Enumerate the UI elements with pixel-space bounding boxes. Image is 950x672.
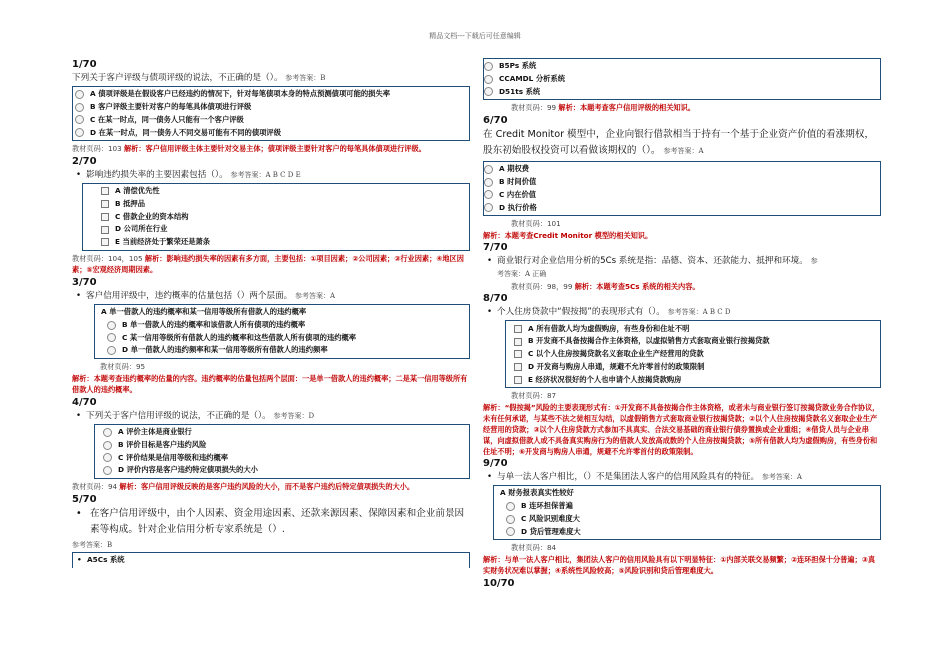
page-ref: 教材页码：101 — [511, 219, 561, 229]
radio-icon[interactable] — [506, 502, 515, 511]
option[interactable]: A 期权费 — [484, 163, 880, 176]
right-column — [483, 58, 881, 590]
option[interactable]: C 评价结果是信用等级和违约概率 — [101, 452, 469, 465]
radio-icon[interactable] — [484, 203, 493, 212]
question-number: 6/70 — [483, 114, 508, 126]
radio-icon[interactable] — [103, 428, 112, 437]
question-text: • 在客户信用评级中，由个人因素、资金用途因素、还款来源因素、保障因素和企业前景因素等构成。针对企业信用分析专家系统是（）. — [76, 507, 465, 536]
radio-icon[interactable] — [506, 527, 515, 536]
option[interactable]: C 在某一时点，同一债务人只能有一个客户评级 — [73, 114, 469, 127]
radio-icon[interactable] — [484, 165, 493, 174]
radio-icon[interactable] — [75, 128, 84, 137]
option[interactable]: C 以个人住房按揭贷款名义套取企业生产经营用的贷款 — [512, 348, 880, 361]
question-text: • 与单一法人客户相比，（）不是集团法人客户的信用风险具有的特征。 参考答案：A — [487, 472, 802, 483]
radio-icon[interactable] — [103, 466, 112, 475]
option[interactable]: C 某一信用等级所有借款人的违约概率和这些借款人所有债项的违约概率 — [101, 332, 469, 345]
page-ref: 教材页码：84 — [511, 543, 557, 553]
question-text: • 个人住房贷款中“假按揭”的表现形式有（）。 参考答案：A B C D — [487, 307, 731, 318]
option[interactable]: D 评价内容是客户违约特定债项损失的大小 — [101, 464, 469, 477]
radio-icon[interactable] — [75, 115, 84, 124]
options-box — [483, 58, 881, 100]
analysis: 教材页码：104，105 解析：影响违约损失率的因素有多方面，主要包括：①项目因素；②公司因素；③行业因素；④地区因素；⑤宏观经济周期因素。 — [72, 253, 464, 275]
option[interactable]: A 所有借款人均为虚假购房，有些身份和住址不明 — [512, 322, 880, 335]
option[interactable]: D 公司所在行业 — [99, 223, 469, 236]
left-column — [72, 58, 470, 570]
options-box — [72, 552, 470, 568]
option[interactable]: A 单一借款人的违约概率和某一信用等级所有借款人的违约概率 — [101, 307, 307, 317]
option[interactable]: C 风险识别难度大 — [500, 513, 880, 526]
checkbox-icon[interactable] — [514, 325, 522, 333]
radio-icon[interactable] — [484, 87, 493, 96]
question-number: 5/70 — [72, 493, 97, 505]
option[interactable]: B 单一借款人的违约概率和该借款人所有债项的违约概率 — [101, 319, 469, 332]
checkbox-icon[interactable] — [514, 376, 522, 384]
radio-icon[interactable] — [103, 441, 112, 450]
option[interactable]: D 开发商与购房人串通，规避不允许零首付的政策限制 — [512, 361, 880, 374]
option[interactable]: C 内在价值 — [484, 189, 880, 202]
checkbox-icon[interactable] — [101, 187, 109, 195]
option[interactable]: B5Ps 系统 — [484, 60, 880, 73]
analysis: 解析：本题考查违约概率的估量的内容。违约概率的估量包括两个层面：一是单一借款人的违约概率；二是某一信用等级所有借款人的违约概率。 — [72, 373, 468, 395]
question-number: 10/70 — [483, 578, 515, 589]
checkbox-icon[interactable] — [514, 363, 522, 371]
question-text: • 影响违约损失率的主要因素包括（）。 参考答案：A B C D E — [76, 169, 301, 180]
question-text: • 客户信用评级中，违约概率的估量包括（）两个层面。 参考答案：A — [76, 290, 336, 301]
question-number: 1/70 — [72, 59, 97, 70]
option[interactable]: C 借款企业的资本结构 — [99, 210, 469, 223]
option[interactable]: D 单一借款人的违约频率和某一信用等级所有借款人的违约频率 — [101, 344, 469, 357]
options-box — [483, 161, 881, 216]
analysis: 教材页码：98，99 解析：本题考查5Cs 系统的相关内容。 — [511, 281, 700, 291]
options-box — [493, 485, 881, 540]
question-number: 3/70 — [72, 276, 97, 288]
question-number: 9/70 — [483, 458, 508, 470]
checkbox-icon[interactable] — [514, 338, 522, 346]
radio-icon[interactable] — [107, 321, 116, 330]
analysis: 教材页码：103 解析：客户信用评级主体主要针对交易主体；债项评级主要针对客户的每笔具体债项进行评级。 — [72, 144, 426, 154]
options-box — [94, 424, 470, 479]
analysis: 解析：与单一法人客户相比，集团法人客户的信用风险具有以下明显特征：①内部关联交易频繁；②连环担保十分普遍；③真实财务状况难以掌握；④系统性风险较高；⑤风险识别和贷后管理难度大。 — [483, 554, 876, 576]
page-ref: 教材页码：95 — [100, 362, 146, 372]
options-box — [82, 183, 470, 251]
analysis: 解析：“假按揭”风险的主要表现形式有：①开发商不具备按揭合作主体资格，或者未与商业银行签订按揭贷款业务合作协议，未有任何承诺，与某些不法之徒相互勾结，以虚假销售方式套取商业银行按揭贷款；②以个人住房按揭贷款名义套取企业生产经营用的贷款；③以个人住房贷款方式参加不具真实、合法交易基础的商业银行债券置换或企业重组；④借贷人员与企业串谋，向虚拟借款人或不具备真实购房行为的借款人发放高成数的个人住房按揭贷款；⑤所有借款人均为虚假购房，有些身份和住址不明；⑥开发商与购房人串通，规避不允许零首付的政策限制。 — [483, 403, 880, 457]
checkbox-icon[interactable] — [101, 226, 109, 234]
question-number: 4/70 — [72, 396, 97, 408]
question-number: 2/70 — [72, 155, 97, 167]
radio-icon[interactable] — [75, 103, 84, 112]
option[interactable]: A 评价主体是商业银行 — [101, 426, 469, 439]
option[interactable]: E 经济状况很好的个人也申请个人按揭贷款购房 — [512, 374, 880, 387]
question-text: • 商业银行对企业信用分析的5Cs 系统是指：品德、资本、还款能力、抵押和环境。 参 — [487, 256, 818, 267]
option[interactable]: B 评价目标是客户违约风险 — [101, 439, 469, 452]
radio-icon[interactable] — [506, 515, 515, 524]
checkbox-icon[interactable] — [101, 238, 109, 246]
radio-icon[interactable] — [484, 190, 493, 199]
question-text: • 下列关于客户信用评级的说法，不正确的是（）。 参考答案：D — [76, 410, 315, 421]
options-box — [94, 304, 470, 359]
option[interactable]: CCAMDL 分析系统 — [484, 73, 880, 86]
analysis: 教材页码：94 解析：客户信用评级反映的是客户违约风险的大小，而不是客户违约后特定债项损失的大小。 — [72, 482, 415, 492]
checkbox-icon[interactable] — [101, 213, 109, 221]
option[interactable]: A 债项评级是在假设客户已经违约的情况下，针对每笔债项本身的特点预测债项可能的损失率 — [73, 88, 469, 101]
checkbox-icon[interactable] — [514, 350, 522, 358]
radio-icon[interactable] — [107, 346, 116, 355]
option[interactable]: A 财务报表真实性较好 — [500, 488, 574, 498]
radio-icon[interactable] — [484, 62, 493, 71]
question-number: 8/70 — [483, 293, 508, 305]
option[interactable]: A 清偿优先性 — [99, 185, 469, 198]
answer-key: 考答案：A 正确 — [497, 270, 547, 279]
options-box — [505, 320, 881, 388]
radio-icon[interactable] — [484, 75, 493, 84]
option[interactable]: B 开发商不具备按揭合作主体资格，以虚拟销售方式套取商业银行按揭贷款 — [512, 335, 880, 348]
analysis: 教材页码：99 解析：本题考查客户信用评级的相关知识。 — [511, 103, 695, 113]
question-number: 7/70 — [483, 242, 508, 254]
question-text: 在 Credit Monitor 模型中，企业向银行借款相当于持有一个基于企业资产价值的看涨期权，股东初始股权投资可以看做该期权的（）。 参考答案：A — [483, 128, 875, 157]
question-text: 下列关于客户评级与债项评级的说法，不正确的是（）。 参考答案：B — [72, 73, 326, 83]
analysis: 解析：本题考查Credit Monitor 模型的相关知识。 — [483, 230, 653, 240]
radio-icon[interactable] — [484, 178, 493, 187]
options-box — [72, 86, 470, 141]
option[interactable]: B 客户评级主要针对客户的每笔具体债项进行评级 — [73, 101, 469, 114]
radio-icon[interactable] — [103, 453, 112, 462]
checkbox-icon[interactable] — [101, 200, 109, 208]
radio-icon[interactable] — [107, 333, 116, 342]
page-ref: 教材页码：87 — [511, 391, 557, 401]
option[interactable]: • A5Cs 系统 — [77, 555, 125, 565]
radio-icon[interactable] — [75, 90, 84, 99]
option[interactable]: B 时间价值 — [484, 176, 880, 189]
option[interactable]: D51ts 系统 — [484, 86, 880, 99]
option[interactable]: B 连环担保普遍 — [500, 500, 880, 513]
option[interactable]: B 抵押品 — [99, 198, 469, 211]
option[interactable]: D 在某一时点，同一债务人不同交易可能有不同的债项评级 — [73, 126, 469, 139]
option[interactable]: E 当前经济处于繁荣还是萧条 — [99, 236, 469, 249]
answer-key: 参考答案：B — [72, 540, 113, 549]
option[interactable]: D 贷后管理难度大 — [500, 525, 880, 538]
option[interactable]: D 执行价格 — [484, 201, 880, 214]
page-header: 精品文档---下载后可任意编辑 — [429, 32, 521, 40]
